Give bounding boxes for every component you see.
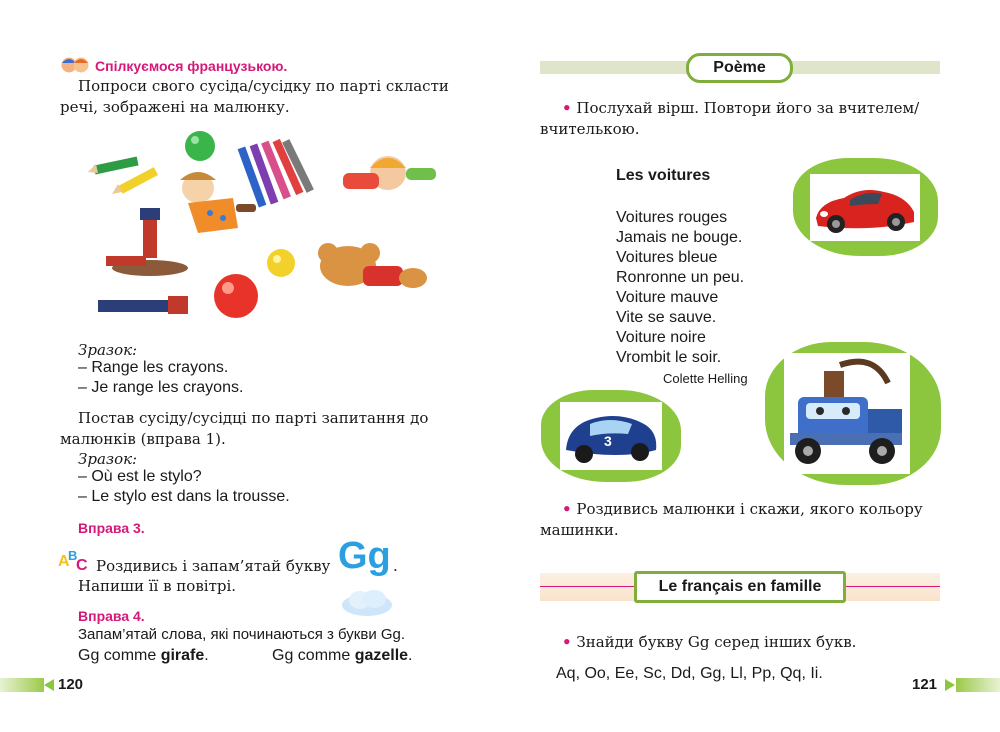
abc-icon xyxy=(58,548,90,572)
word-example-girafe xyxy=(78,646,209,666)
example-label: Зразок: xyxy=(78,341,138,359)
bullet: • xyxy=(562,500,572,518)
toys-illustration xyxy=(88,128,448,333)
example-line: – Je range les crayons. xyxy=(78,379,244,396)
punctuation: . xyxy=(204,647,209,664)
pencil-icon xyxy=(88,157,139,175)
instruction-line xyxy=(562,98,942,119)
instruction-line xyxy=(562,632,856,653)
bullet: • xyxy=(562,99,572,117)
instruction-line: вчителькою. xyxy=(540,120,640,138)
exercise-title: Вправа 3. xyxy=(78,520,145,536)
speak-heading: Спілкуємося французькою. xyxy=(95,58,288,74)
poem-title: Les voitures xyxy=(616,167,711,184)
poeme-badge: Poème xyxy=(686,53,793,83)
instruction-line: машинки. xyxy=(540,521,619,539)
famille-line-left xyxy=(540,586,634,587)
example-line: – Le stylo est dans la trousse. xyxy=(78,488,290,505)
instruction-text: Роздивись малюнки і скажи, якого кольору xyxy=(576,500,923,518)
big-letter-gg: Gg xyxy=(338,535,391,577)
page-number-bar-right xyxy=(956,678,1000,692)
page-number: 120 xyxy=(58,676,84,693)
letters-row: Aq, Oo, Ee, Sc, Dd, Gg, Ll, Pp, Qq, Ii. xyxy=(556,665,823,682)
example-label: Зразок: xyxy=(78,450,138,468)
word-gazelle: gazelle xyxy=(354,647,409,664)
instruction-line: речі, зображені на малюнку. xyxy=(60,98,290,116)
car-red-picture xyxy=(810,174,920,241)
svg-text:C: C xyxy=(76,557,88,572)
svg-text:A: A xyxy=(58,553,70,570)
exercise-line: Напиши її в повітрі. xyxy=(78,577,237,595)
example-line: – Où est le stylo? xyxy=(78,468,202,485)
poem-line: Vrombit le soir. xyxy=(616,349,722,366)
exercise-line: Запам’ятай слова, які починаються з букви Gg. xyxy=(78,626,406,643)
poem-author: Colette Helling xyxy=(663,371,748,386)
poem-body xyxy=(616,208,744,368)
example-line: – Range les crayons. xyxy=(78,359,229,376)
famille-line-right xyxy=(846,586,940,587)
exercise-title: Вправа 4. xyxy=(78,608,145,624)
poem-line: Vite se sauve. xyxy=(616,309,717,326)
pencil-icon xyxy=(112,167,158,194)
triangle-right-icon xyxy=(945,679,955,691)
poem-line: Voiture mauve xyxy=(616,289,719,306)
tow-truck-picture xyxy=(784,353,910,474)
word-girafe: girafe xyxy=(160,647,205,664)
instruction-text: Послухай вірш. Повтори його за вчителем/ xyxy=(576,99,920,117)
punctuation: . xyxy=(408,647,413,664)
triangle-left-icon xyxy=(44,679,54,691)
poem-line: Voitures rouges xyxy=(616,209,728,226)
svg-text:3: 3 xyxy=(604,433,612,449)
instruction-line: Попроси свого сусіда/сусідку по парті скласти xyxy=(78,77,449,95)
famille-badge: Le français en famille xyxy=(634,571,846,603)
punctuation: . xyxy=(393,557,398,575)
page-number-bar-left xyxy=(0,678,44,692)
word-prefix: Gg comme xyxy=(78,647,161,664)
speaking-faces-icon xyxy=(60,56,90,74)
instruction-line xyxy=(562,499,942,520)
word-prefix: Gg comme xyxy=(272,647,355,664)
instruction-text: Знайди букву Gg серед інших букв. xyxy=(576,633,857,651)
car-blue-picture xyxy=(560,402,662,470)
word-example-gazelle xyxy=(272,646,413,666)
poem-line: Ronronne un peu. xyxy=(616,269,745,286)
instruction-line: малюнків (вправа 1). xyxy=(60,430,226,448)
exercise-line: Роздивись і запам’ятай букву xyxy=(96,557,331,575)
poem-line: Voiture noire xyxy=(616,329,706,346)
instruction-line: Постав сусіду/сусідці по парті запитання до xyxy=(78,409,429,427)
svg-text:B: B xyxy=(68,548,78,563)
poem-line: Voitures bleue xyxy=(616,249,718,266)
page-number: 121 xyxy=(912,676,938,693)
bullet: • xyxy=(562,633,572,651)
poem-line: Jamais ne bouge. xyxy=(616,229,743,246)
cloud-icon xyxy=(340,588,394,618)
